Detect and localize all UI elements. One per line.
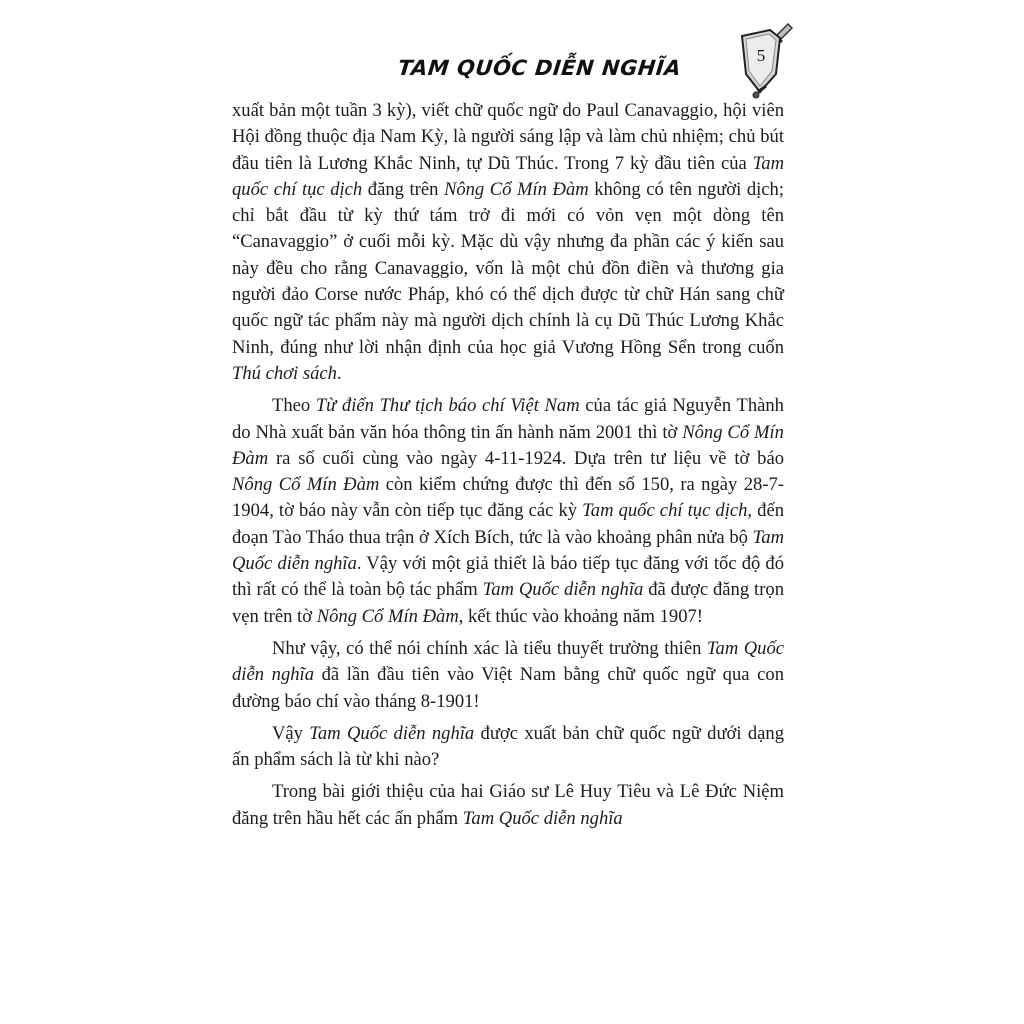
- italic-title-text: Tam Quốc diễn nghĩa: [482, 579, 644, 601]
- text-run: . Vậy với một giả thiết là báo tiếp tục đăng với tốc độ đó thì rất có thể là toàn bộ tác phẩm: [232, 553, 784, 601]
- running-header-title: TAM QUỐC DIỄN NGHĨA: [396, 56, 683, 80]
- text-run: Vậy: [272, 722, 310, 744]
- text-run: , đến đoạn Tào Tháo thua trận ở Xích Bích, tức là vào khoảng phân nửa bộ: [232, 500, 784, 548]
- italic-title-text: Nông Cổ Mín Đàm: [316, 605, 459, 627]
- text-run: Như vậy, có thể nói chính xác là tiểu thuyết trường thiên: [272, 637, 707, 659]
- paragraph: [232, 98, 784, 387]
- italic-title-text: Nông Cổ Mín Đàm: [443, 178, 589, 200]
- page-number: 5: [756, 46, 766, 65]
- italic-title-text: Tam Quốc diễn nghĩa: [309, 722, 475, 744]
- text-run: Theo: [272, 395, 316, 417]
- paragraph: [232, 721, 784, 774]
- italic-title-text: Tam quốc chí tục dịch: [582, 500, 748, 522]
- italic-title-text: Tam Quốc diễn nghĩa: [232, 526, 784, 575]
- text-run: đã được đăng trọn vẹn trên tờ: [232, 579, 784, 627]
- text-run: đã lần đầu tiên vào Việt Nam bằng chữ quốc ngữ qua con đường báo chí vào tháng 8-1901!: [232, 664, 784, 712]
- italic-title-text: Tam quốc chí tục dịch: [232, 152, 784, 200]
- text-run: được xuất bản chữ quốc ngữ dưới dạng ấn phẩm sách là từ khi nào?: [232, 722, 784, 771]
- body-text: [232, 98, 784, 838]
- italic-title-text: Nông Cổ Mín Đàm: [232, 421, 784, 469]
- text-run: ra số cuối cùng vào ngày 4-11-1924. Dựa trên tư liệu về tờ báo: [268, 447, 784, 469]
- italic-title-text: Thú chơi sách: [232, 362, 337, 384]
- paragraph: [232, 636, 784, 715]
- text-run: không có tên người dịch; chỉ bắt đầu từ kỳ thứ tám trở đi mới có vỏn vẹn một dòng tên “Canavaggio” ở cuối mỗi kỳ. Mặc dù vậy nhưng đa phần các ý kiến sau này đều cho rằng Canavaggio, vốn là một chủ đồn điền và thương gia người đảo Corse nước Pháp, khó có thể dịch được từ chữ Hán sang chữ quốc ngữ tác phẩm này mà người dịch chính là cụ Dũ Thúc Lương Khắc Ninh, đúng như lời nhận định của học giả Vương Hồng Sển trong cuốn: [232, 178, 784, 358]
- text-run: xuất bản một tuần 3 kỳ), viết chữ quốc ngữ do Paul Canavaggio, hội viên Hội đồng thuộc địa Nam Kỳ, là người sáng lập và làm chủ nhiệm; chủ bút đầu tiên là Lương Khắc Ninh, tự Dũ Thúc. Trong 7 kỳ đầu tiên của: [232, 100, 784, 174]
- text-run: đăng trên: [362, 178, 444, 200]
- text-run: của tác giả Nguyễn Thành do Nhà xuất bản văn hóa thông tin ấn hành năm 2001 thì tờ: [232, 395, 784, 443]
- paragraph: [232, 779, 784, 832]
- italic-title-text: Tam Quốc diễn nghĩa: [462, 807, 623, 829]
- italic-title-text: Tam Quốc diễn nghĩa: [232, 637, 785, 686]
- text-run: còn kiểm chứng được thì đến số 150, ra ngày 28-7-1904, tờ báo này vẫn còn tiếp tục đăng các kỳ: [232, 474, 785, 522]
- italic-title-text: Từ điển Thư tịch báo chí Việt Nam: [315, 395, 580, 417]
- text-run: Trong bài giới thiệu của hai Giáo sư Lê Huy Tiêu và Lê Đức Niệm đăng trên hầu hết các ấn phẩm: [232, 781, 784, 829]
- text-run: .: [336, 362, 342, 384]
- italic-title-text: Nông Cổ Mín Đàm: [232, 474, 380, 496]
- text-run: , kết thúc vào khoảng năm 1907!: [458, 605, 703, 627]
- paragraph: [232, 393, 784, 630]
